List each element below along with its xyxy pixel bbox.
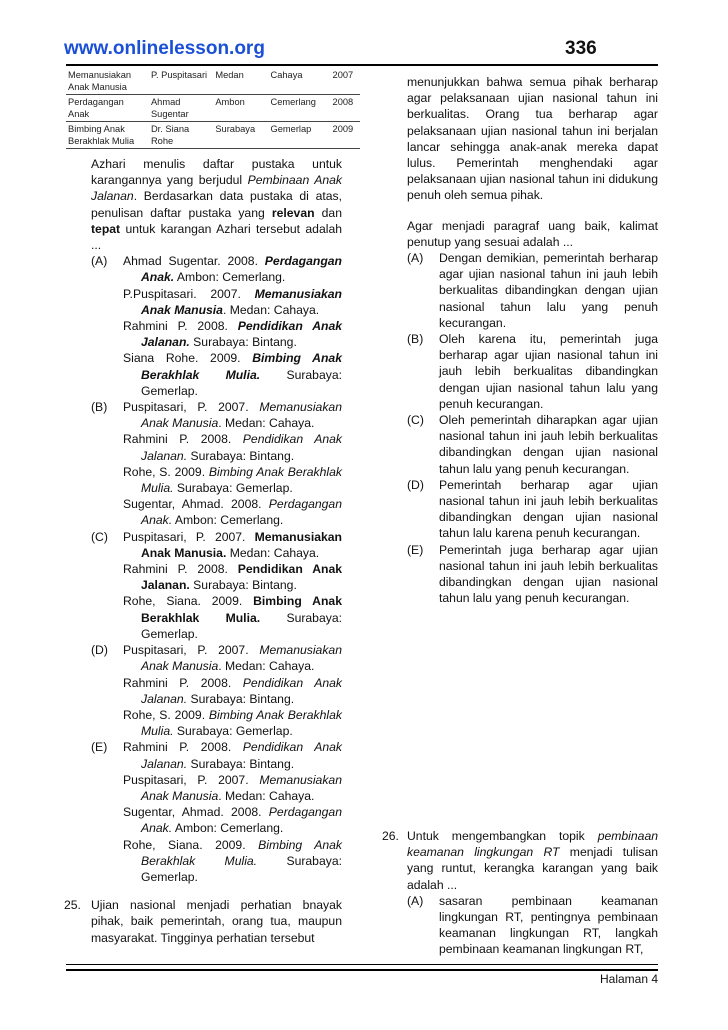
ref-table-row [66,68,360,95]
bibliography-entry: Rohe, Siana. 2009. Bimbing Anak Berakhlak Mulia. Surabaya: Gemerlap. [123,837,342,884]
reference-table [66,68,360,149]
option-label: (C) [91,529,108,544]
ref-table-cell: 2009 [329,122,360,149]
bibliography-entry: Rohe, S. 2009. Bimbing Anak Berakhlak Mulia. Surabaya: Gemerlap. [123,464,342,496]
q25-stem-left: Ujian nasional menjadi perhatian bnayak pihak, baik pemerintah, orang tua, maupun masyarakat. Tingginya perhatian tersebut [91,898,342,945]
header-rule [66,64,658,66]
option-label: (A) [407,251,424,266]
bibliography-entry: Rahmini P. 2008. Pendidikan Anak Jalanan. Surabaya: Bintang. [123,740,342,771]
option-text: Oleh pemerintah diharapkan agar ujian nasional tahun ini jauh lebih berkualitas dibandingkan dengan ujian nasional tahun lalu yang penuh kecurangan. [439,413,658,476]
bibliography-entry: Sugentar, Ahmad. 2008. Perdagangan Anak. Ambon: Cemerlang. [123,805,342,836]
bibliography-entry: Puspitasari, P. 2007. Memanusiakan Anak Manusia. Medan: Cahaya. [123,772,342,803]
ref-table-row [66,122,360,149]
q24-option-b[interactable] [91,399,342,529]
q26-option-a[interactable] [407,893,658,958]
bibliography-entry: Ahmad Sugentar. 2008. Perdagangan Anak. Ambon: Cemerlang. [123,254,342,285]
ref-table-cell: Perdagangan Anak [66,95,147,122]
option-text: Pemerintah juga berharap agar ujian nasional tahun ini jauh lebih berkualitas dibandingkan dengan ujian nasional tahun lalu yang penuh kecurangan. [439,542,658,606]
q25-option-b[interactable] [407,331,658,412]
site-url[interactable]: www.onlinelesson.org [64,38,265,59]
ref-table-cell: Cahaya [267,68,329,95]
page-number: 336 [565,38,597,59]
bibliography-entry: Puspitasari, P. 2007. Memanusiakan Anak Manusia. Medan: Cahaya. [123,529,342,560]
option-label: (D) [407,477,424,492]
q25-option-d[interactable] [407,477,658,542]
q25-number: 25. [64,898,81,913]
option-text: sasaran pembinaan keamanan lingkungan RT, pentingnya pembinaan keamanan lingkungan RT, langkah pembinaan keamanan lingkungan RT, [439,893,658,957]
bibliography-entry: Rohe, S. 2009. Bimbing Anak Berakhlak Mulia. Surabaya: Gemerlap. [123,707,342,739]
q26-number: 26. [382,829,399,843]
bibliography-entry: Siana Rohe. 2009. Bimbing Anak Berakhlak Mulia. Surabaya: Gemerlap. [123,351,342,398]
q24-stem: Azhari menulis daftar pustaka untuk karangannya yang berjudul Pembinaan Anak Jalanan. Berdasarkan data pustaka di atas, penulisan daftar pustaka yang relevan dan tepat untuk karangan Azhari tersebut adalah ... [91,157,342,253]
option-label: (C) [407,413,424,428]
ref-table-cell: Dr. Siana Rohe [147,122,211,149]
option-label: (B) [407,332,424,347]
ref-table-cell: Gemerlap [267,122,329,149]
bibliography-entry: Rahmini P. 2008. Pendidikan Anak Jalanan. Surabaya: Bintang. [123,432,342,463]
bibliography-entry: P.Puspitasari. 2007. Memanusiakan Anak Manusia. Medan: Cahaya. [123,286,342,317]
ref-table-cell: P. Puspitasari [147,68,211,95]
q24-options [91,253,342,885]
q25-question: Agar menjadi paragraf uang baik, kalimat penutup yang sesuai adalah ... [407,218,658,249]
q25-option-e[interactable] [407,542,658,607]
ref-table-row [66,95,360,122]
option-text: Oleh karena itu, pemerintah juga berharap agar ujian nasional tahun ini jauh lebih berkualitas dibandingkan dengan ujian nasional tahun lalu yang penuh kecurangan. [439,332,658,411]
ref-table-cell: Medan [211,68,266,95]
footer-rule [66,964,658,971]
option-label: (D) [91,643,108,658]
option-label: (A) [407,893,424,908]
ref-table-cell: 2007 [329,68,360,95]
bibliography-entry: Puspitasari, P. 2007. Memanusiakan Anak Manusia. Medan: Cahaya. [123,400,342,431]
question-25-start [66,897,342,946]
ref-table-cell: Surabaya [211,122,266,149]
q25-continued [382,74,658,607]
bibliography-entry: Rohe, Siana. 2009. Bimbing Anak Berakhlak Mulia. Surabaya: Gemerlap. [123,594,342,641]
bibliography-entry: Sugentar, Ahmad. 2008. Perdagangan Anak. Ambon: Cemerlang. [123,497,342,528]
option-label: (A) [91,254,108,269]
right-column [382,74,658,607]
question-26 [382,828,658,958]
q26-stem: Untuk mengembangkan topik pembinaan keamanan lingkungan RT menjadi tulisan yang runtut, kerangka karangan yang baik adalah ... [407,829,659,892]
q25-stem-right: menunjukkan bahwa semua pihak berharap agar pelaksanaan ujian nasional tahun ini berkualitas. Orang tua berharap agar pelaksanaan ujian nasional tahun ini berjalan lancar sehingga anak-anak mereka dapat lulus. Pemerintah menghendaki agar pelaksanaan ujian nasional tahun ini didukung penuh oleh semua pihak. [407,75,658,203]
q24-option-e[interactable] [91,739,342,885]
bibliography-entry: Rahmini P. 2008. Pendidikan Anak Jalanan. Surabaya: Bintang. [123,319,342,350]
option-text: Pemerintah berharap agar ujian nasional tahun ini jauh lebih berkualitas dibandingkan dengan ujian nasional tahun lalu karena penuh kecurangan. [439,477,658,541]
footer-page-label: Halaman 4 [600,972,659,986]
option-label: (E) [91,740,108,755]
ref-table-cell: Bimbing Anak Berakhlak Mulia [66,122,147,149]
option-label: (B) [91,400,108,415]
ref-table-cell: Ahmad Sugentar [147,95,211,122]
option-label: (E) [407,542,424,557]
q24-option-a[interactable] [91,253,342,399]
ref-table-cell: Memanusiakan Anak Manusia [66,68,147,95]
q24-option-d[interactable] [91,642,342,739]
q25-option-a[interactable] [407,250,658,331]
q25-option-c[interactable] [407,412,658,477]
question-24 [66,156,342,885]
left-column [66,156,342,946]
option-text: Dengan demikian, pemerintah berharap agar ujian nasional tahun ini jauh lebih berkualitas dibandingkan dengan ujian nasional tahun lalu yang penuh kecurangan. [439,251,658,330]
ref-table-cell: Cemerlang [267,95,329,122]
ref-table-cell: 2008 [329,95,360,122]
bibliography-entry: Puspitasari, P. 2007. Memanusiakan Anak Manusia. Medan: Cahaya. [123,643,342,674]
q24-option-c[interactable] [91,529,342,642]
bibliography-entry: Rahmini P. 2008. Pendidikan Anak Jalanan. Surabaya: Bintang. [123,675,342,706]
ref-table-cell: Ambon [211,95,266,122]
bibliography-entry: Rahmini P. 2008. Pendidikan Anak Jalanan. Surabaya: Bintang. [123,562,342,593]
q25-options [407,250,658,606]
